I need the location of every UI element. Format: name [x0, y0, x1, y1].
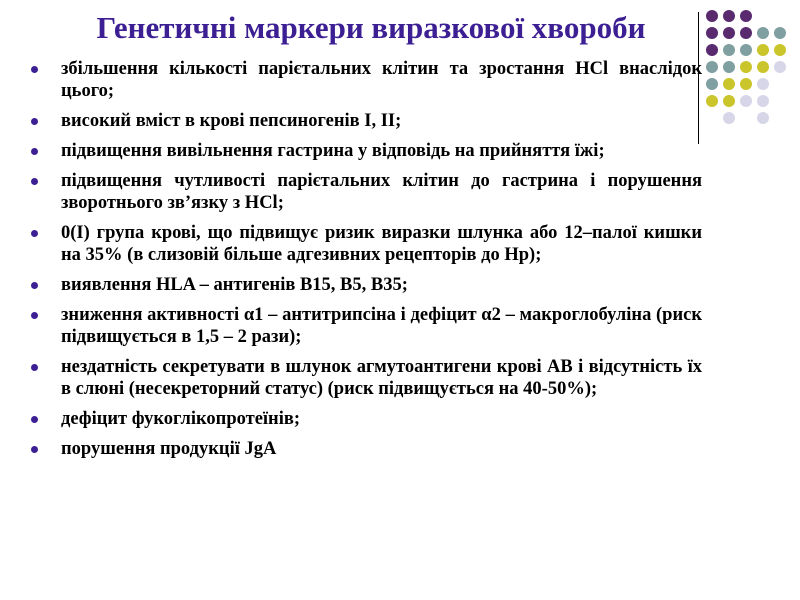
- dot-lavender: [757, 95, 769, 107]
- bullet-item: [30, 438, 702, 460]
- dot-purple: [723, 10, 735, 22]
- slide-title: Генетичні маркери виразкової хвороби: [96, 10, 646, 45]
- dot-purple: [723, 27, 735, 39]
- bullet-item: [30, 110, 702, 132]
- bullet-text: нездатність секретувати в шлунок агмутоантигени крові АВ і відсутність їх в слюні (несекреторний статус) (риск підвищується на 40-50%);: [61, 357, 702, 399]
- dot-teal: [740, 44, 752, 56]
- bullet-text: дефіцит фукоглікопротеїнів;: [61, 409, 301, 429]
- bullet-icon: [31, 416, 38, 423]
- bullet-text: підвищення вивільнення гастрина у відповідь на прийняття їжі;: [61, 141, 605, 161]
- bullet-item: [30, 304, 702, 348]
- bullet-icon: [31, 66, 38, 73]
- dot-olive: [740, 78, 752, 90]
- bullet-item: [30, 408, 702, 430]
- dot-lavender: [723, 112, 735, 124]
- dot-lavender: [757, 78, 769, 90]
- bullet-icon: [31, 364, 38, 371]
- dot-teal: [723, 61, 735, 73]
- dot-teal: [757, 27, 769, 39]
- dot-olive: [774, 44, 786, 56]
- bullet-item: [30, 222, 702, 266]
- bullet-text: підвищення чутливості парієтальних клітин до гастрина і порушення зворотнього зв’язку з HCl;: [61, 171, 702, 213]
- bullet-icon: [31, 282, 38, 289]
- bullet-text: 0(І) група крові, що підвищує ризик виразки шлунка або 12–палої кишки на 35% (в слизовій більше адгезивних рецепторів до Нр);: [61, 223, 702, 265]
- dot-purple: [706, 27, 718, 39]
- bullet-icon: [31, 312, 38, 319]
- dot-lavender: [757, 112, 769, 124]
- dot-olive: [706, 95, 718, 107]
- bullet-icon: [31, 446, 38, 453]
- dot-teal: [706, 61, 718, 73]
- bullet-text: виявлення HLA – антигенів В15, В5, В35;: [61, 275, 408, 295]
- dot-lavender: [774, 61, 786, 73]
- dot-olive: [757, 44, 769, 56]
- dot-purple: [706, 44, 718, 56]
- dot-purple: [740, 10, 752, 22]
- dot-olive: [723, 95, 735, 107]
- dot-teal: [774, 27, 786, 39]
- dot-purple: [740, 27, 752, 39]
- bullet-icon: [31, 118, 38, 125]
- dot-teal: [723, 44, 735, 56]
- bullet-text: порушення продукції JgА: [61, 439, 277, 459]
- bullet-item: [30, 58, 702, 102]
- dot-olive: [740, 61, 752, 73]
- bullet-item: [30, 274, 702, 296]
- bullet-item: [30, 140, 702, 162]
- dot-olive: [757, 61, 769, 73]
- bullet-list: [30, 58, 702, 468]
- dot-purple: [706, 10, 718, 22]
- bullet-icon: [31, 230, 38, 237]
- bullet-item: [30, 170, 702, 214]
- bullet-text: високий вміст в крові пепсиногенів І, ІІ;: [61, 111, 402, 131]
- dot-olive: [723, 78, 735, 90]
- dot-teal: [706, 78, 718, 90]
- dot-lavender: [740, 95, 752, 107]
- bullet-icon: [31, 178, 38, 185]
- bullet-icon: [31, 148, 38, 155]
- bullet-item: [30, 356, 702, 400]
- bullet-text: збільшення кількості парієтальних клітин та зростання HCl внаслідок цього;: [61, 59, 702, 101]
- bullet-text: зниження активності α1 – антитрипсіна і дефіцит α2 – макроглобуліна (риск підвищується в 1,5 – 2 рази);: [61, 305, 702, 347]
